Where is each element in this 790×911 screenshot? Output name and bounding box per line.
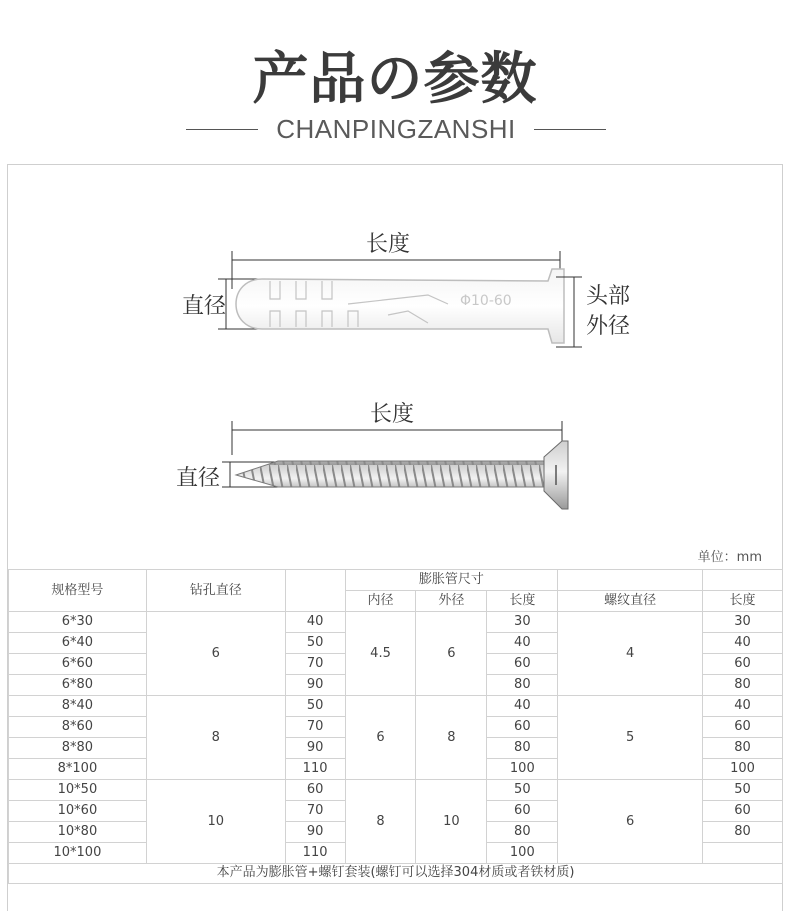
cell-length: 50	[285, 633, 345, 654]
cell-screw-length: 40	[703, 696, 783, 717]
unit-label-row	[8, 548, 782, 568]
table-row	[9, 612, 783, 633]
table-row	[9, 780, 783, 801]
cell-length: 90	[285, 822, 345, 843]
cell-spec: 10*80	[9, 822, 147, 843]
cell-spec: 6*80	[9, 675, 147, 696]
header-tube-length: 长度	[487, 591, 558, 612]
head-label-line2: 外径	[586, 314, 631, 339]
cell-screw-length: 60	[703, 717, 783, 738]
cell-outer: 8	[416, 696, 487, 780]
cell-drill: 10	[146, 780, 285, 864]
divider-left	[186, 129, 258, 130]
cell-spec: 10*60	[9, 801, 147, 822]
cell-screw-length: 100	[703, 759, 783, 780]
cell-tube-length: 60	[487, 654, 558, 675]
screw-shank	[236, 461, 544, 487]
cell-tube-length: 30	[487, 612, 558, 633]
head-label-line1: 头部	[586, 284, 631, 309]
cell-outer: 6	[416, 612, 487, 696]
cell-inner: 4.5	[345, 612, 416, 696]
cell-screw-length: 80	[703, 822, 783, 843]
cell-screw-length: 60	[703, 654, 783, 675]
screw-diagram	[176, 402, 568, 509]
cell-length: 110	[285, 759, 345, 780]
cell-tube-length: 80	[487, 675, 558, 696]
cell-tube-length: 50	[487, 780, 558, 801]
table-row	[9, 696, 783, 717]
header-tube-group: 膨胀管尺寸	[345, 570, 558, 591]
cell-tube-length: 60	[487, 801, 558, 822]
cell-screw-length: 30	[703, 612, 783, 633]
header-spec: 规格型号	[9, 570, 147, 612]
cell-spec: 10*50	[9, 780, 147, 801]
anchor-emboss: Φ10-60	[460, 293, 512, 309]
cell-tube-length: 80	[487, 738, 558, 759]
footnote: 本产品为膨胀管+螺钉套装(螺钉可以选择304材质或者铁材质)	[8, 863, 783, 884]
header-blank	[285, 570, 345, 612]
anchor-length-label: 长度	[365, 232, 411, 257]
header-outer: 外径	[416, 591, 487, 612]
cell-tube-length: 100	[487, 843, 558, 864]
unit-label: 单位：mm	[697, 550, 762, 565]
anchor-diagram	[182, 232, 630, 347]
cell-drill: 8	[146, 696, 285, 780]
spec-table	[8, 569, 783, 864]
header-drill: 钻孔直径	[146, 570, 285, 612]
cell-drill: 6	[146, 612, 285, 696]
cell-length: 110	[285, 843, 345, 864]
anchor-body	[236, 269, 564, 343]
cell-length: 70	[285, 654, 345, 675]
cell-tube-length: 40	[487, 633, 558, 654]
cell-tube-length: 40	[487, 696, 558, 717]
page-subtitle: CHANPINGZANSHI	[276, 114, 516, 144]
cell-screw-length: 40	[703, 633, 783, 654]
header-screw-length: 长度	[703, 591, 783, 612]
cell-spec: 6*30	[9, 612, 147, 633]
product-diagram	[8, 165, 782, 549]
cell-length: 60	[285, 780, 345, 801]
cell-spec: 10*100	[9, 843, 147, 864]
cell-screw-length: 50	[703, 780, 783, 801]
page-title: 产品の参数	[252, 47, 538, 112]
header-blank-3	[703, 570, 783, 591]
header-thread: 螺纹直径	[558, 591, 703, 612]
cell-inner: 8	[345, 780, 416, 864]
header-blank-2	[558, 570, 703, 591]
cell-length: 90	[285, 738, 345, 759]
cell-screw-length	[703, 843, 783, 864]
cell-length: 40	[285, 612, 345, 633]
cell-screw-length: 80	[703, 675, 783, 696]
cell-thread: 5	[558, 696, 703, 780]
cell-length: 90	[285, 675, 345, 696]
cell-tube-length: 80	[487, 822, 558, 843]
cell-spec: 8*80	[9, 738, 147, 759]
divider-right	[534, 129, 606, 130]
cell-tube-length: 100	[487, 759, 558, 780]
cell-spec: 6*60	[9, 654, 147, 675]
cell-inner: 6	[345, 696, 416, 780]
cell-spec: 8*100	[9, 759, 147, 780]
cell-length: 70	[285, 801, 345, 822]
anchor-diameter-label: 直径	[182, 294, 227, 319]
cell-thread: 4	[558, 612, 703, 696]
screw-diameter-label: 直径	[176, 466, 221, 491]
subtitle-row	[186, 112, 606, 146]
cell-spec: 6*40	[9, 633, 147, 654]
cell-tube-length: 60	[487, 717, 558, 738]
screw-length-label: 长度	[369, 402, 415, 427]
cell-spec: 8*40	[9, 696, 147, 717]
cell-screw-length: 60	[703, 801, 783, 822]
cell-length: 70	[285, 717, 345, 738]
cell-spec: 8*60	[9, 717, 147, 738]
cell-outer: 10	[416, 780, 487, 864]
cell-screw-length: 80	[703, 738, 783, 759]
header-inner: 内径	[345, 591, 416, 612]
cell-thread: 6	[558, 780, 703, 864]
cell-length: 50	[285, 696, 345, 717]
